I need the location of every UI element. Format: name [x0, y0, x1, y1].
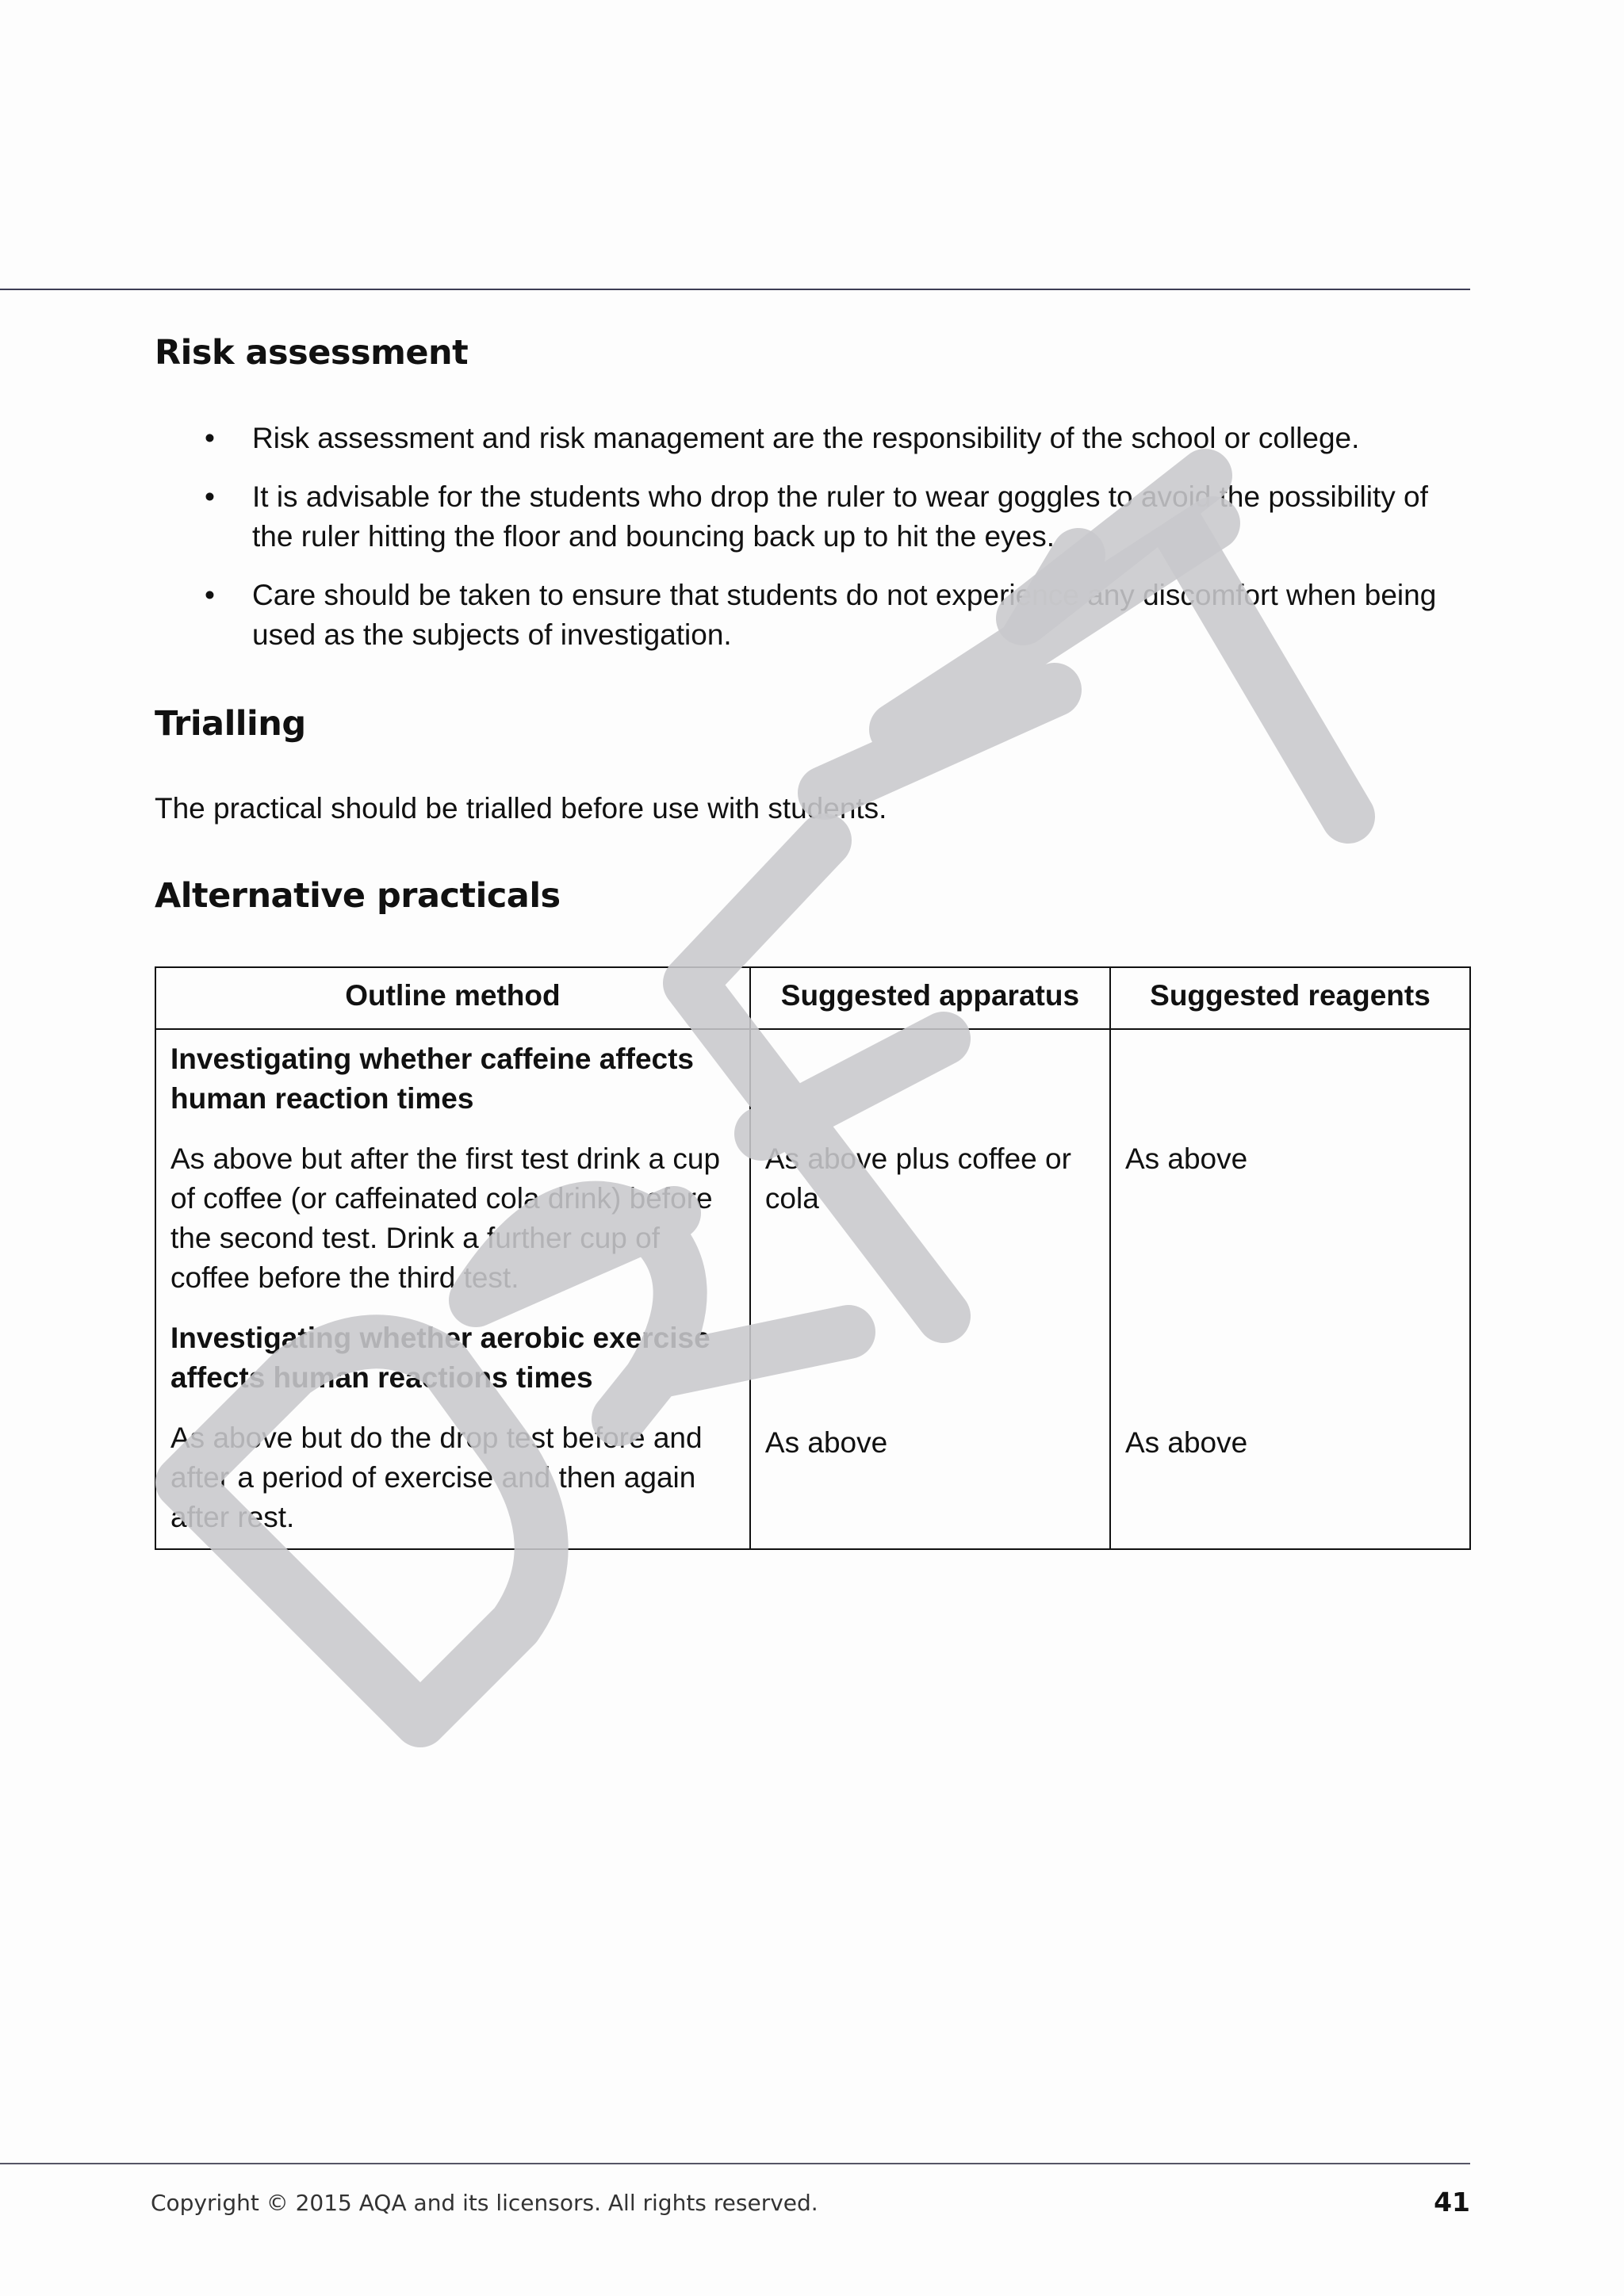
heading-trialling: Trialling [155, 704, 306, 744]
risk-bullet-text: Risk assessment and risk management are the responsibility of the school or college. [252, 422, 1360, 454]
reagents-text: As above [1124, 1426, 1248, 1459]
alternative-practicals-table [155, 966, 1471, 1550]
method-cell [155, 1029, 750, 1549]
table-row [155, 1029, 1470, 1549]
heading-alternative-practicals: Alternative practicals [155, 876, 561, 916]
header-outline-method: Outline method [155, 967, 750, 1029]
apparatus-text: As above [764, 1426, 888, 1459]
practical-title: Investigating whether caffeine affects human reaction times [170, 1043, 695, 1115]
bullet-icon: • [205, 422, 215, 454]
table-header-row [155, 967, 1470, 1029]
reagents-cell [1110, 1029, 1470, 1549]
header-suggested-apparatus: Suggested apparatus [750, 967, 1110, 1029]
footer-copyright: Copyright © 2015 AQA and its licensors. All rights reserved. [151, 2190, 818, 2216]
reagents-text: As above [1124, 1142, 1248, 1175]
heading-risk-assessment: Risk assessment [155, 333, 469, 373]
practical-method: As above but after the first test drink a cup of coffee (or caffeinated cola drink) before the second test. Drink a further cup of coffee before the third test. [170, 1142, 721, 1294]
page-number: 41 [1434, 2187, 1470, 2218]
risk-bullet-item [155, 477, 1471, 557]
risk-bullet-list [155, 419, 1471, 674]
apparatus-text: As above plus coffee or cola [764, 1142, 1071, 1215]
practical-method: As above but do the drop test before and after a period of exercise and then again after rest. [170, 1422, 703, 1533]
header-suggested-reagents: Suggested reagents [1110, 967, 1470, 1029]
footer-divider [0, 2163, 1470, 2164]
practical-title: Investigating whether aerobic exercise affects human reactions times [170, 1322, 710, 1394]
risk-bullet-text: It is advisable for the students who drop the ruler to wear goggles to avoid the possibility of the ruler hitting the floor and bouncing back up to hit the eyes. [252, 480, 1428, 553]
bullet-icon: • [205, 480, 215, 513]
trialling-paragraph: The practical should be trialled before use with students. [155, 792, 887, 825]
risk-bullet-item [155, 419, 1471, 458]
risk-bullet-item [155, 576, 1471, 655]
apparatus-cell [750, 1029, 1110, 1549]
bullet-icon: • [205, 579, 215, 611]
risk-bullet-text: Care should be taken to ensure that students do not experience any discomfort when being used as the subjects of investigation. [252, 579, 1437, 651]
header-divider [0, 289, 1470, 290]
